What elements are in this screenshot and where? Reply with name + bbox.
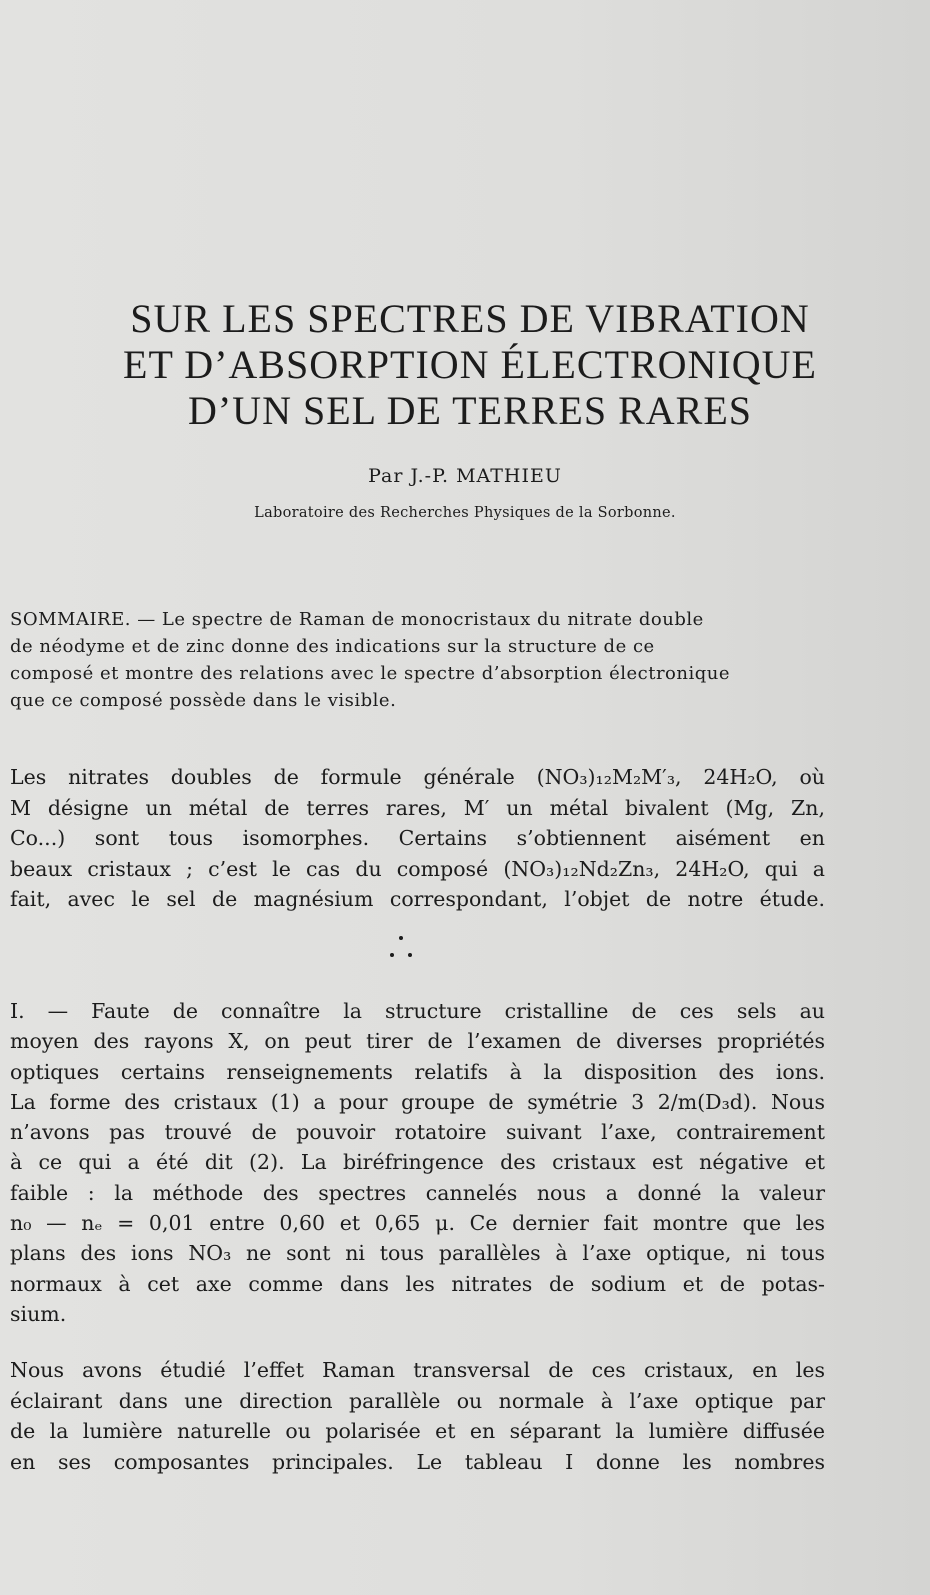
paragraph-line: optiques certains renseignements relatifs à la disposition des ions. (10, 1059, 825, 1084)
paragraph-line: beaux cristaux ; c’est le cas du composé (NO₃)₁₂Nd₂Zn₃, 24H₂O, qui a (10, 856, 825, 881)
paragraph-line: plans des ions NO₃ ne sont ni tous parallèles à l’axe optique, ni tous (10, 1241, 825, 1266)
section-separator (388, 934, 418, 964)
paragraph-line: Les nitrates doubles de formule générale (NO₃)₁₂M₂M′₃, 24H₂O, où (10, 765, 825, 789)
affiliation-line: Laboratoire des Recherches Physiques de la Sorbonne. (254, 505, 676, 521)
separator-dot (390, 953, 394, 957)
paragraph-line: de la lumière naturelle ou polarisée et en séparant la lumière diffusée (10, 1419, 825, 1444)
paragraph-line: I. — Faute de connaître la structure cristalline de ces sels au (10, 999, 825, 1023)
paragraph-line: à ce qui a été dit (2). La biréfringence des cristaux est négative et (10, 1150, 825, 1175)
abstract-line: composé et montre des relations avec le spectre d’absorption électronique (10, 663, 730, 684)
separator-dot (399, 936, 403, 940)
abstract (10, 606, 825, 714)
paragraph-line: n₀ — nₑ = 0,01 entre 0,60 et 0,65 μ. Ce dernier fait montre que les (10, 1211, 825, 1236)
title-line: SUR LES SPECTRES DE VIBRATION (130, 296, 810, 341)
title-line: D’UN SEL DE TERRES RARES (187, 388, 753, 433)
abstract-line: de néodyme et de zinc donne des indications sur la structure de ce (10, 636, 655, 657)
paragraph-line: n’avons pas trouvé de pouvoir rotatoire suivant l’axe, contrairement (10, 1120, 825, 1145)
paragraph-line: Co...) sont tous isomorphes. Certains s’obtiennent aisément en (10, 826, 825, 851)
intro-paragraph (10, 762, 825, 915)
paragraph-line: faible : la méthode des spectres cannelés nous a donné la valeur (10, 1180, 825, 1205)
paragraph-line: sium. (10, 1301, 67, 1326)
article-title (40, 296, 900, 434)
separator-dot (408, 953, 412, 957)
paragraph-line: M désigne un métal de terres rares, M′ un métal bivalent (Mg, Zn, (10, 795, 825, 820)
paragraph-line: La forme des cristaux (1) a pour groupe de symétrie 3 2/m(D₃d). Nous (10, 1089, 825, 1114)
paragraph-line: Nous avons étudié l’effet Raman transversal de ces cristaux, en les (10, 1358, 825, 1382)
paragraph-line: fait, avec le sel de magnésium correspondant, l’objet de notre étude. (10, 887, 825, 912)
abstract-line: SOMMAIRE. — Le spectre de Raman de monocristaux du nitrate double (10, 609, 704, 630)
paragraph-line: éclairant dans une direction parallèle ou normale à l’axe optique par (10, 1388, 825, 1413)
section-1-paragraph (10, 996, 825, 1329)
section-2-paragraph (10, 1355, 825, 1478)
paragraph-line: moyen des rayons X, on peut tirer de l’examen de diverses propriétés (10, 1029, 825, 1054)
author-line: Par J.-P. MATHIEU (368, 465, 562, 487)
paragraph-line: en ses composantes principales. Le tableau I donne les nombres (10, 1450, 825, 1475)
title-line: ET D’ABSORPTION ÉLECTRONIQUE (123, 342, 817, 387)
abstract-line: que ce composé possède dans le visible. (10, 690, 397, 711)
paragraph-line: normaux à cet axe comme dans les nitrates de sodium et de potas- (10, 1271, 825, 1296)
